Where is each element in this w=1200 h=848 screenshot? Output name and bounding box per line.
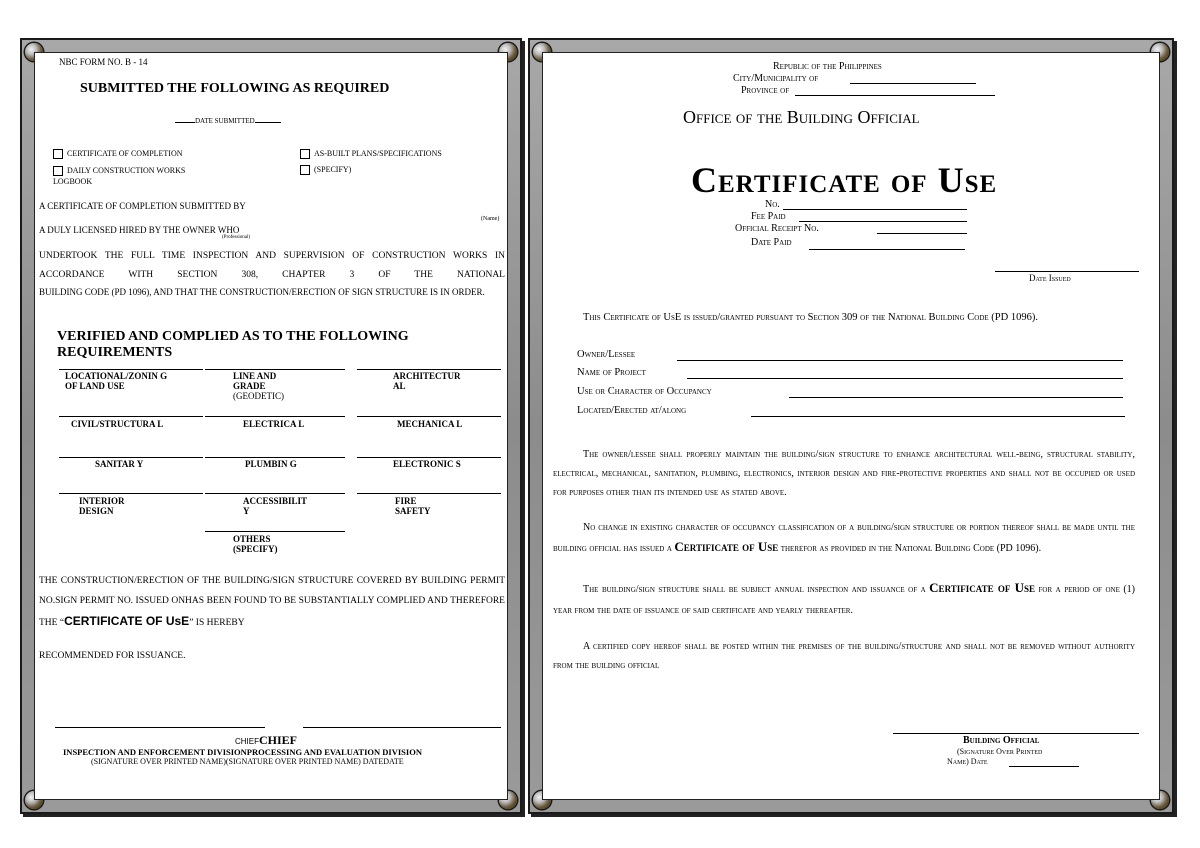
recommend-paragraph <box>39 571 505 633</box>
province-line <box>795 95 995 96</box>
republic-label: Republic of the Philippines <box>773 61 882 72</box>
owner-line <box>677 360 1123 361</box>
req-locational: LOCATIONAL/ZONIN G OF LAND USE <box>65 371 168 391</box>
req-line <box>59 416 203 417</box>
paragraph-annual <box>553 577 1135 621</box>
field-no-line <box>783 209 967 210</box>
left-form-sheet <box>34 52 508 800</box>
checkbox-label: CERTIFICATE OF COMPLETION <box>67 149 183 158</box>
field-no: No. <box>765 199 780 210</box>
recommend-cert: CERTIFICATE OF UsE <box>64 614 190 628</box>
official-title: Building Official <box>963 735 1040 746</box>
official-sig-line <box>893 733 1139 734</box>
para3-cert: Certificate of Use <box>929 580 1036 595</box>
paragraph-posted: A certified copy hereof shall be posted within the premises of the building/structure and shall not be removed without authority from the building official <box>553 641 1135 671</box>
field-fee: Fee Paid <box>751 211 786 222</box>
field-date-paid: Date Paid <box>751 237 792 248</box>
recommend-issuance: RECOMMENDED FOR ISSUANCE. <box>39 651 186 661</box>
para3-text-end: for a period of one (1) year from the date of issuance of said certificate and yearly thereafter. <box>553 584 1136 616</box>
chief-sig-line <box>303 727 501 728</box>
use-line <box>789 397 1123 398</box>
building-code-paragraph: BUILDING CODE (PD 1096), AND THAT THE CONSTRUCTION/ERECTION OF SIGN STRUCTURE IS IN ORDER. <box>39 287 485 297</box>
certificate-title: Certificate of Use <box>691 160 998 200</box>
req-sanitary: SANITAR Y <box>95 459 144 469</box>
licensed-line: A DULY LICENSED HIRED BY THE OWNER WHO <box>39 225 240 235</box>
divisions-label: INSPECTION AND ENFORCEMENT DIVISIONPROCESSING AND EVALUATION DIVISION <box>63 747 422 757</box>
recommend-text: THE CONSTRUCTION/ERECTION OF THE BUILDING/SIGN STRUCTURE COVERED BY BUILDING PERMIT NO.SIGN PERMIT NO. ISSUED ONHAS BEEN FOUND TO BE SUBSTANTIALLY COMPLIED AND THEREFORE THE “ <box>39 576 505 628</box>
field-receipt-line <box>877 233 967 234</box>
submitted-heading: SUBMITTED THE FOLLOWING AS REQUIRED <box>80 81 390 96</box>
use-label: Use or Character of Occupancy <box>577 386 712 397</box>
undertook-paragraph: UNDERTOOK THE FULL TIME INSPECTION AND SUPERVISION OF CONSTRUCTION WORKS IN ACCORDANCE WITH SECTION 308, CHAPTER 3 OF THE NATIONAL <box>39 251 505 280</box>
req-line-grade-label: LINE AND GRADE <box>233 371 277 391</box>
para3-text: The building/sign structure shall be subject annual inspection and issuance of a <box>583 584 930 595</box>
req-line <box>357 416 501 417</box>
req-interior: INTERIOR DESIGN <box>79 496 125 516</box>
field-date-paid-line <box>809 249 965 250</box>
req-accessibility: ACCESSIBILIT Y <box>243 496 307 516</box>
req-mechanical: MECHANICA L <box>397 419 463 429</box>
req-line <box>59 457 203 458</box>
req-architectural: ARCHITECTUR AL <box>393 371 461 391</box>
official-date-line <box>1009 766 1079 767</box>
req-line <box>59 369 203 370</box>
official-name-date-label: Name) Date <box>947 757 988 766</box>
date-submitted-label: DATE SUBMITTED <box>195 117 255 125</box>
checkbox-icon[interactable] <box>300 149 310 159</box>
located-label: Located/Erected at/along <box>577 405 687 416</box>
req-fire: FIRE SAFETY <box>395 496 431 516</box>
checkbox-label: (SPECIFY) <box>314 165 352 174</box>
checkbox-label: AS-BUILT PLANS/SPECIFICATIONS <box>314 149 442 158</box>
req-line <box>205 493 345 494</box>
owner-label: Owner/Lessee <box>577 349 636 360</box>
req-line <box>357 369 501 370</box>
project-line <box>687 378 1123 379</box>
office-title: Office of the Building Official <box>683 107 920 127</box>
city-line <box>850 83 976 84</box>
verified-heading: VERIFIED AND COMPLIED AS TO THE FOLLOWING REQUIREMENTS <box>57 329 409 360</box>
req-line <box>205 416 345 417</box>
req-electronics: ELECTRONIC S <box>393 459 461 469</box>
chief-sig-line <box>55 727 265 728</box>
intro-paragraph: This Certificate of UsE is issued/granted pursuant to Section 309 of the National Building Code (PD 1096). <box>583 312 1038 323</box>
req-geodetic-label: (GEODETIC) <box>233 391 284 401</box>
completion-submitted-line: A CERTIFICATE OF COMPLETION SUBMITTED BY <box>39 201 246 211</box>
signature-printed-label: (SIGNATURE OVER PRINTED NAME)(SIGNATURE OVER PRINTED NAME) DATEDATE <box>91 757 404 766</box>
checkbox-icon[interactable] <box>53 149 63 159</box>
date-issued-label: Date Issued <box>1029 273 1071 283</box>
req-civil: CIVIL/STRUCTURA L <box>71 419 164 429</box>
checkbox-completion[interactable] <box>53 149 183 159</box>
province-label: Province of <box>741 85 790 96</box>
para2-text-end: therefor as provided in the National Building Code (PD 1096). <box>778 543 1042 554</box>
chief-label <box>235 733 297 748</box>
professional-label: (Professional) <box>222 235 251 240</box>
checkbox-specify[interactable] <box>300 165 351 175</box>
checkbox-asbuilt[interactable] <box>300 149 442 159</box>
chief-small: CHIEF <box>235 737 259 746</box>
certificate-sheet <box>542 52 1160 800</box>
checkbox-label: DAILY CONSTRUCTION WORKS LOGBOOK <box>53 166 186 187</box>
paragraph-no-change <box>553 518 1135 558</box>
chief-big: CHIEF <box>259 733 298 747</box>
located-line <box>751 416 1125 417</box>
req-others: OTHERS (SPECIFY) <box>233 534 278 554</box>
req-line <box>357 493 501 494</box>
paragraph-maintain: The owner/lessee shall properly maintain the building/sign structure to enhance architectural well-being, structural stability, electrical, mechanical, sanitation, plumbing, electronics, interior design and fire-protective properties and shall not be occupied or used for purposes other than its intended use as stated above. <box>553 449 1135 498</box>
field-fee-line <box>799 221 967 222</box>
recommend-text-end: ” IS HEREBY <box>189 618 245 628</box>
date-issued-line <box>995 271 1139 272</box>
req-line <box>59 493 203 494</box>
project-label: Name of Project <box>577 367 646 378</box>
left-form-panel <box>20 38 522 814</box>
req-line <box>357 457 501 458</box>
req-line <box>205 531 345 532</box>
checkbox-daily[interactable] <box>53 165 223 187</box>
name-label: (Name) <box>481 216 500 222</box>
checkbox-icon[interactable] <box>53 166 63 176</box>
req-line <box>205 457 345 458</box>
city-label: City/Municipality of <box>733 73 819 84</box>
req-line <box>205 369 345 370</box>
form-number: NBC FORM NO. B - 14 <box>59 57 148 67</box>
field-receipt: Official Receipt No. <box>735 223 819 234</box>
para2-text: No change in existing character of occupancy classification of a building/sign structure or portion thereof shall be made until the building official has issued a <box>553 522 1135 554</box>
checkbox-icon[interactable] <box>300 165 310 175</box>
req-electrical: ELECTRICA L <box>243 419 305 429</box>
para2-cert: Certificate of Use <box>674 539 779 554</box>
right-certificate-panel <box>528 38 1174 814</box>
req-line-grade <box>233 371 303 401</box>
req-plumbing: PLUMBIN G <box>245 459 297 469</box>
official-signature-label: (Signature Over Printed <box>957 747 1043 756</box>
